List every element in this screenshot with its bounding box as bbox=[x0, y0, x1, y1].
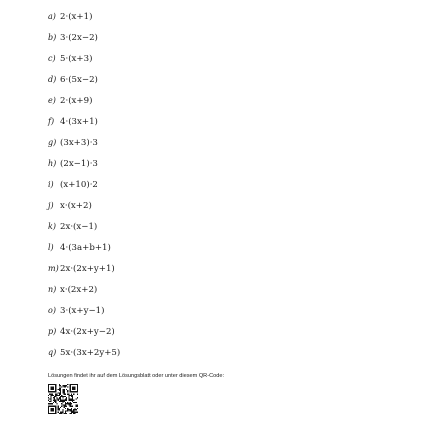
exercise-label: g) bbox=[48, 138, 57, 147]
exercise-item bbox=[48, 153, 120, 174]
solutions-note: Lösungen findet ihr auf dem Lösungsblatt oder unter diesem QR-Code: bbox=[48, 373, 224, 379]
exercise-expression: (3x+3)·3 bbox=[60, 138, 98, 148]
exercise-label: o) bbox=[48, 306, 56, 315]
exercise-item bbox=[48, 279, 120, 300]
exercise-label: j) bbox=[48, 201, 54, 210]
qr-code-icon[interactable] bbox=[48, 384, 78, 414]
exercise-label: f) bbox=[48, 117, 55, 126]
exercise-item bbox=[48, 300, 120, 321]
exercise-item bbox=[48, 6, 120, 27]
exercise-label: m) bbox=[48, 264, 59, 273]
exercise-expression: 4·(3a+b+1) bbox=[60, 243, 111, 253]
exercise-label: e) bbox=[48, 96, 56, 105]
exercise-item bbox=[48, 174, 120, 195]
exercise-item bbox=[48, 237, 120, 258]
exercise-item bbox=[48, 258, 120, 279]
exercise-expression: x·(2x+2) bbox=[60, 285, 98, 295]
solutions-footer bbox=[48, 373, 224, 379]
exercise-label: b) bbox=[48, 33, 57, 42]
exercise-label: q) bbox=[48, 348, 57, 357]
exercise-expression: 4x·(2x+y−2) bbox=[60, 327, 115, 337]
exercise-item bbox=[48, 90, 120, 111]
exercise-item bbox=[48, 132, 120, 153]
exercise-expression: 2x·(2x+y+1) bbox=[60, 264, 115, 274]
exercise-label: p) bbox=[48, 327, 57, 336]
exercise-expression: 4·(3x+1) bbox=[60, 117, 98, 127]
exercise-list bbox=[48, 6, 120, 363]
exercise-label: c) bbox=[48, 54, 56, 63]
exercise-label: i) bbox=[48, 180, 54, 189]
exercise-expression: 2x·(x−1) bbox=[60, 222, 98, 232]
exercise-item bbox=[48, 48, 120, 69]
exercise-item bbox=[48, 27, 120, 48]
exercise-expression: (2x−1)·3 bbox=[60, 159, 98, 169]
exercise-expression: 5·(x+3) bbox=[60, 54, 93, 64]
exercise-expression: 3·(x+y−1) bbox=[60, 306, 105, 316]
exercise-label: a) bbox=[48, 12, 56, 21]
exercise-item bbox=[48, 111, 120, 132]
exercise-expression: 5x·(3x+2y+5) bbox=[60, 348, 121, 358]
exercise-item bbox=[48, 342, 120, 363]
exercise-expression: (x+10)·2 bbox=[60, 180, 98, 190]
exercise-label: n) bbox=[48, 285, 57, 294]
exercise-label: h) bbox=[48, 159, 57, 168]
exercise-item bbox=[48, 216, 120, 237]
exercise-item bbox=[48, 195, 120, 216]
exercise-item bbox=[48, 69, 120, 90]
exercise-expression: 2·(x+1) bbox=[60, 12, 93, 22]
exercise-label: l) bbox=[48, 243, 54, 252]
exercise-expression: x·(x+2) bbox=[60, 201, 92, 211]
exercise-label: k) bbox=[48, 222, 56, 231]
exercise-expression: 2·(x+9) bbox=[60, 96, 93, 106]
exercise-item bbox=[48, 321, 120, 342]
exercise-expression: 3·(2x−2) bbox=[60, 33, 98, 43]
exercise-expression: 6·(5x−2) bbox=[60, 75, 98, 85]
exercise-label: d) bbox=[48, 75, 57, 84]
